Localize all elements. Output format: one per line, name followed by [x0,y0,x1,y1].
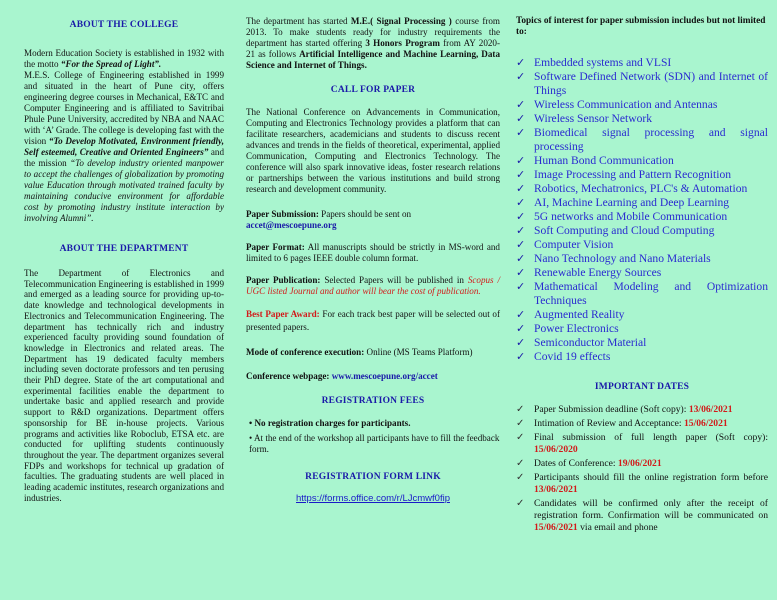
right-column [516,0,768,536]
checkmark-icon: ✓ [516,57,526,69]
department-programs-paragraph: The department has started M.E.( Signal Processing ) course from 2013. To make students ready for industry requirements the department has started offering 3 Honors Program from AY 2020-21 as follows Artificial Intelligence and Machine Learning, Data Science and Internet of Things. [246,16,500,70]
list-item: ✓ Dates of Conference: 19/06/2021 [516,458,662,469]
checkmark-icon: ✓ [516,127,526,139]
checkmark-icon: ✓ [516,155,526,167]
list-item: ✓ Human Bond Communication [516,154,674,167]
important-dates-heading: IMPORTANT DATES [594,382,690,392]
middle-column [246,0,500,504]
department-paragraph: The Department of Electronics and Telecommunication Engineering is established in 1999 and emerged as a leading source for providing up-to-date knowledge and technological developments in Electronics and Telecommunication Engineering. The department has technically rich and industry experienced faculty providing sound foundation of knowledge in Electronics and related areas. The Department has 19 dedicated faculty members including seven doctorate professors and ten perusing their PhD degree. State of the art computational and experimental facilities enable the department to undertake basic and applied research and provide support to R&D organizations. Department offers sponsorship for BE in-house projects. Various programs and activities like Roboclub, ETSA etc. are conducted for uplifting students continuously throughout the year. The department organizes several FDPs and workshops for technical up gradation of faculties. The graduating students are well placed in leading academic institutes, research organizations and industries. [24,268,224,503]
checkmark-icon: ✓ [516,99,526,111]
call-for-paper-paragraph: The National Conference on Advancements in Communication, Computing and Electronics Technology provides a platform that can facilitate researchers, academicians and students to discuss recent advances and trends in the fields of theoretical, experimental, applied Communication, Computing and Electronics Technology. The conference will also spark innovative ideas, foster research relations or partnerships between the various institutions and build strong research and development community. [246,107,500,194]
registration-form-link[interactable]: https://forms.office.com/r/LJcmwf0fip [296,492,450,504]
list-item: ✓ Soft Computing and Cloud Computing [516,224,715,237]
registration-fees-list [246,418,500,456]
list-item: ✓ Covid 19 effects [516,350,611,363]
topics-list [516,56,768,364]
checkmark-icon: ✓ [516,281,526,293]
list-item: ✓ Image Processing and Pattern Recognition [516,168,732,181]
list-item: ✓ 5G networks and Mobile Communication [516,210,728,223]
checkmark-icon: ✓ [516,169,526,181]
checkmark-icon: ✓ [516,309,526,321]
list-item: ✓ AI, Machine Learning and Deep Learning [516,196,730,209]
checkmark-icon: ✓ [516,225,526,237]
list-item: ✓ Nano Technology and Nano Materials [516,252,711,265]
registration-fees-heading: REGISTRATION FEES [321,396,425,406]
college-motto-paragraph: Modern Education Society is established in 1932 with the motto “For the Spread of Light”. [24,48,224,69]
left-column [24,0,224,503]
list-item: ✓ Power Electronics [516,322,619,335]
department-heading: ABOUT THE DEPARTMENT [59,244,189,254]
paper-submission-paragraph: Paper Submission: Papers should be sent on accet@mescoepune.org [246,209,412,230]
list-item: ✓ Biomedical signal processing and signal processing [516,126,768,153]
checkmark-icon: ✓ [516,337,526,349]
topics-heading: Topics of interest for paper submission includes but not limited to: [516,16,766,37]
checkmark-icon: ✓ [516,323,526,335]
list-item: • No registration charges for participants. [249,418,411,428]
list-item: ✓ Embedded systems and VLSI [516,56,672,69]
paper-publication-paragraph: Paper Publication: Selected Papers will be published in Scopus / UGC listed Journal and author will bear the cost of publication. [246,275,500,296]
paper-format-paragraph: Paper Format: All manuscripts should be strictly in MS-word and limited to 6 pages IEEE double column format. [246,242,500,263]
checkmark-icon: ✓ [516,458,525,469]
checkmark-icon: ✓ [516,267,526,279]
list-item: ✓ Semiconductor Material [516,336,647,349]
registration-form-heading: REGISTRATION FORM LINK [305,471,441,482]
checkmark-icon: ✓ [516,239,526,251]
list-item: ✓ Wireless Communication and Antennas [516,98,718,111]
list-item: ✓ Participants should fill the online registration form before 13/06/2021 [516,472,768,495]
list-item: • At the end of the workshop all participants have to fill the feedback form. [249,432,500,454]
checkmark-icon: ✓ [516,418,525,429]
list-item: ✓ Final submission of full length paper (Soft copy): 15/06/2020 [516,432,768,455]
list-item: ✓ Wireless Sensor Network [516,112,653,125]
list-item: ✓ Candidates will be confirmed only after the receipt of registration form. Confirmation will be communicated on 15/06/2021 via email and phone [516,498,768,533]
conference-webpage-paragraph: Conference webpage: www.mescoepune.org/accet [246,371,438,381]
submission-email-link[interactable]: accet@mescoepune.org [246,220,337,230]
bullet-icon: • [249,432,253,443]
conference-webpage-link[interactable]: www.mescoepune.org/accet [331,371,438,381]
checkmark-icon: ✓ [516,113,526,125]
checkmark-icon: ✓ [516,71,526,83]
college-heading: ABOUT THE COLLEGE [69,20,179,30]
conference-mode-paragraph: Mode of conference execution: Online (MS Teams Platform) [246,347,473,357]
list-item: ✓ Mathematical Modeling and Optimization Techniques [516,280,768,307]
list-item: ✓ Software Defined Network (SDN) and Internet of Things [516,70,768,97]
checkmark-icon: ✓ [516,498,525,509]
checkmark-icon: ✓ [516,253,526,265]
checkmark-icon: ✓ [516,351,526,363]
list-item: ✓ Robotics, Mechatronics, PLC's & Automation [516,182,748,195]
list-item: ✓ Augmented Reality [516,308,625,321]
list-item: ✓ Intimation of Review and Acceptance: 15/06/2021 [516,418,728,429]
college-vision-paragraph: M.E.S. College of Engineering established in 1999 and situated in the heart of Pune city, offers engineering degree courses in Mechanical, E&TC and Computer Engineering and is affiliated to Savitribai Phule Pune University, accredited by NBA and NAAC with ‘A’ Grade. The college is developing fast with the vision “To Develop Motivated, Environment friendly, Self esteemed, Creative and Oriented Engineers” and the mission “To develop industry oriented manpower to accept the challenges of globalization by promoting value Education through motivated trained faculty by maintaining conducive environment for affordable cost by promoting industry institute interaction by involving Alumni”. [24,70,224,223]
list-item: ✓ Computer Vision [516,238,614,251]
checkmark-icon: ✓ [516,472,525,483]
checkmark-icon: ✓ [516,197,526,209]
checkmark-icon: ✓ [516,211,526,223]
important-dates-list [516,404,768,534]
list-item: ✓ Renewable Energy Sources [516,266,662,279]
call-for-paper-heading: CALL FOR PAPER [330,85,416,95]
checkmark-icon: ✓ [516,432,525,443]
checkmark-icon: ✓ [516,183,526,195]
best-paper-award-paragraph: Best Paper Award: For each track best paper will be selected out of presented papers. [246,309,500,332]
list-item: ✓ Paper Submission deadline (Soft copy): 13/06/2021 [516,404,733,415]
bullet-icon: • [249,418,253,428]
checkmark-icon: ✓ [516,404,525,415]
